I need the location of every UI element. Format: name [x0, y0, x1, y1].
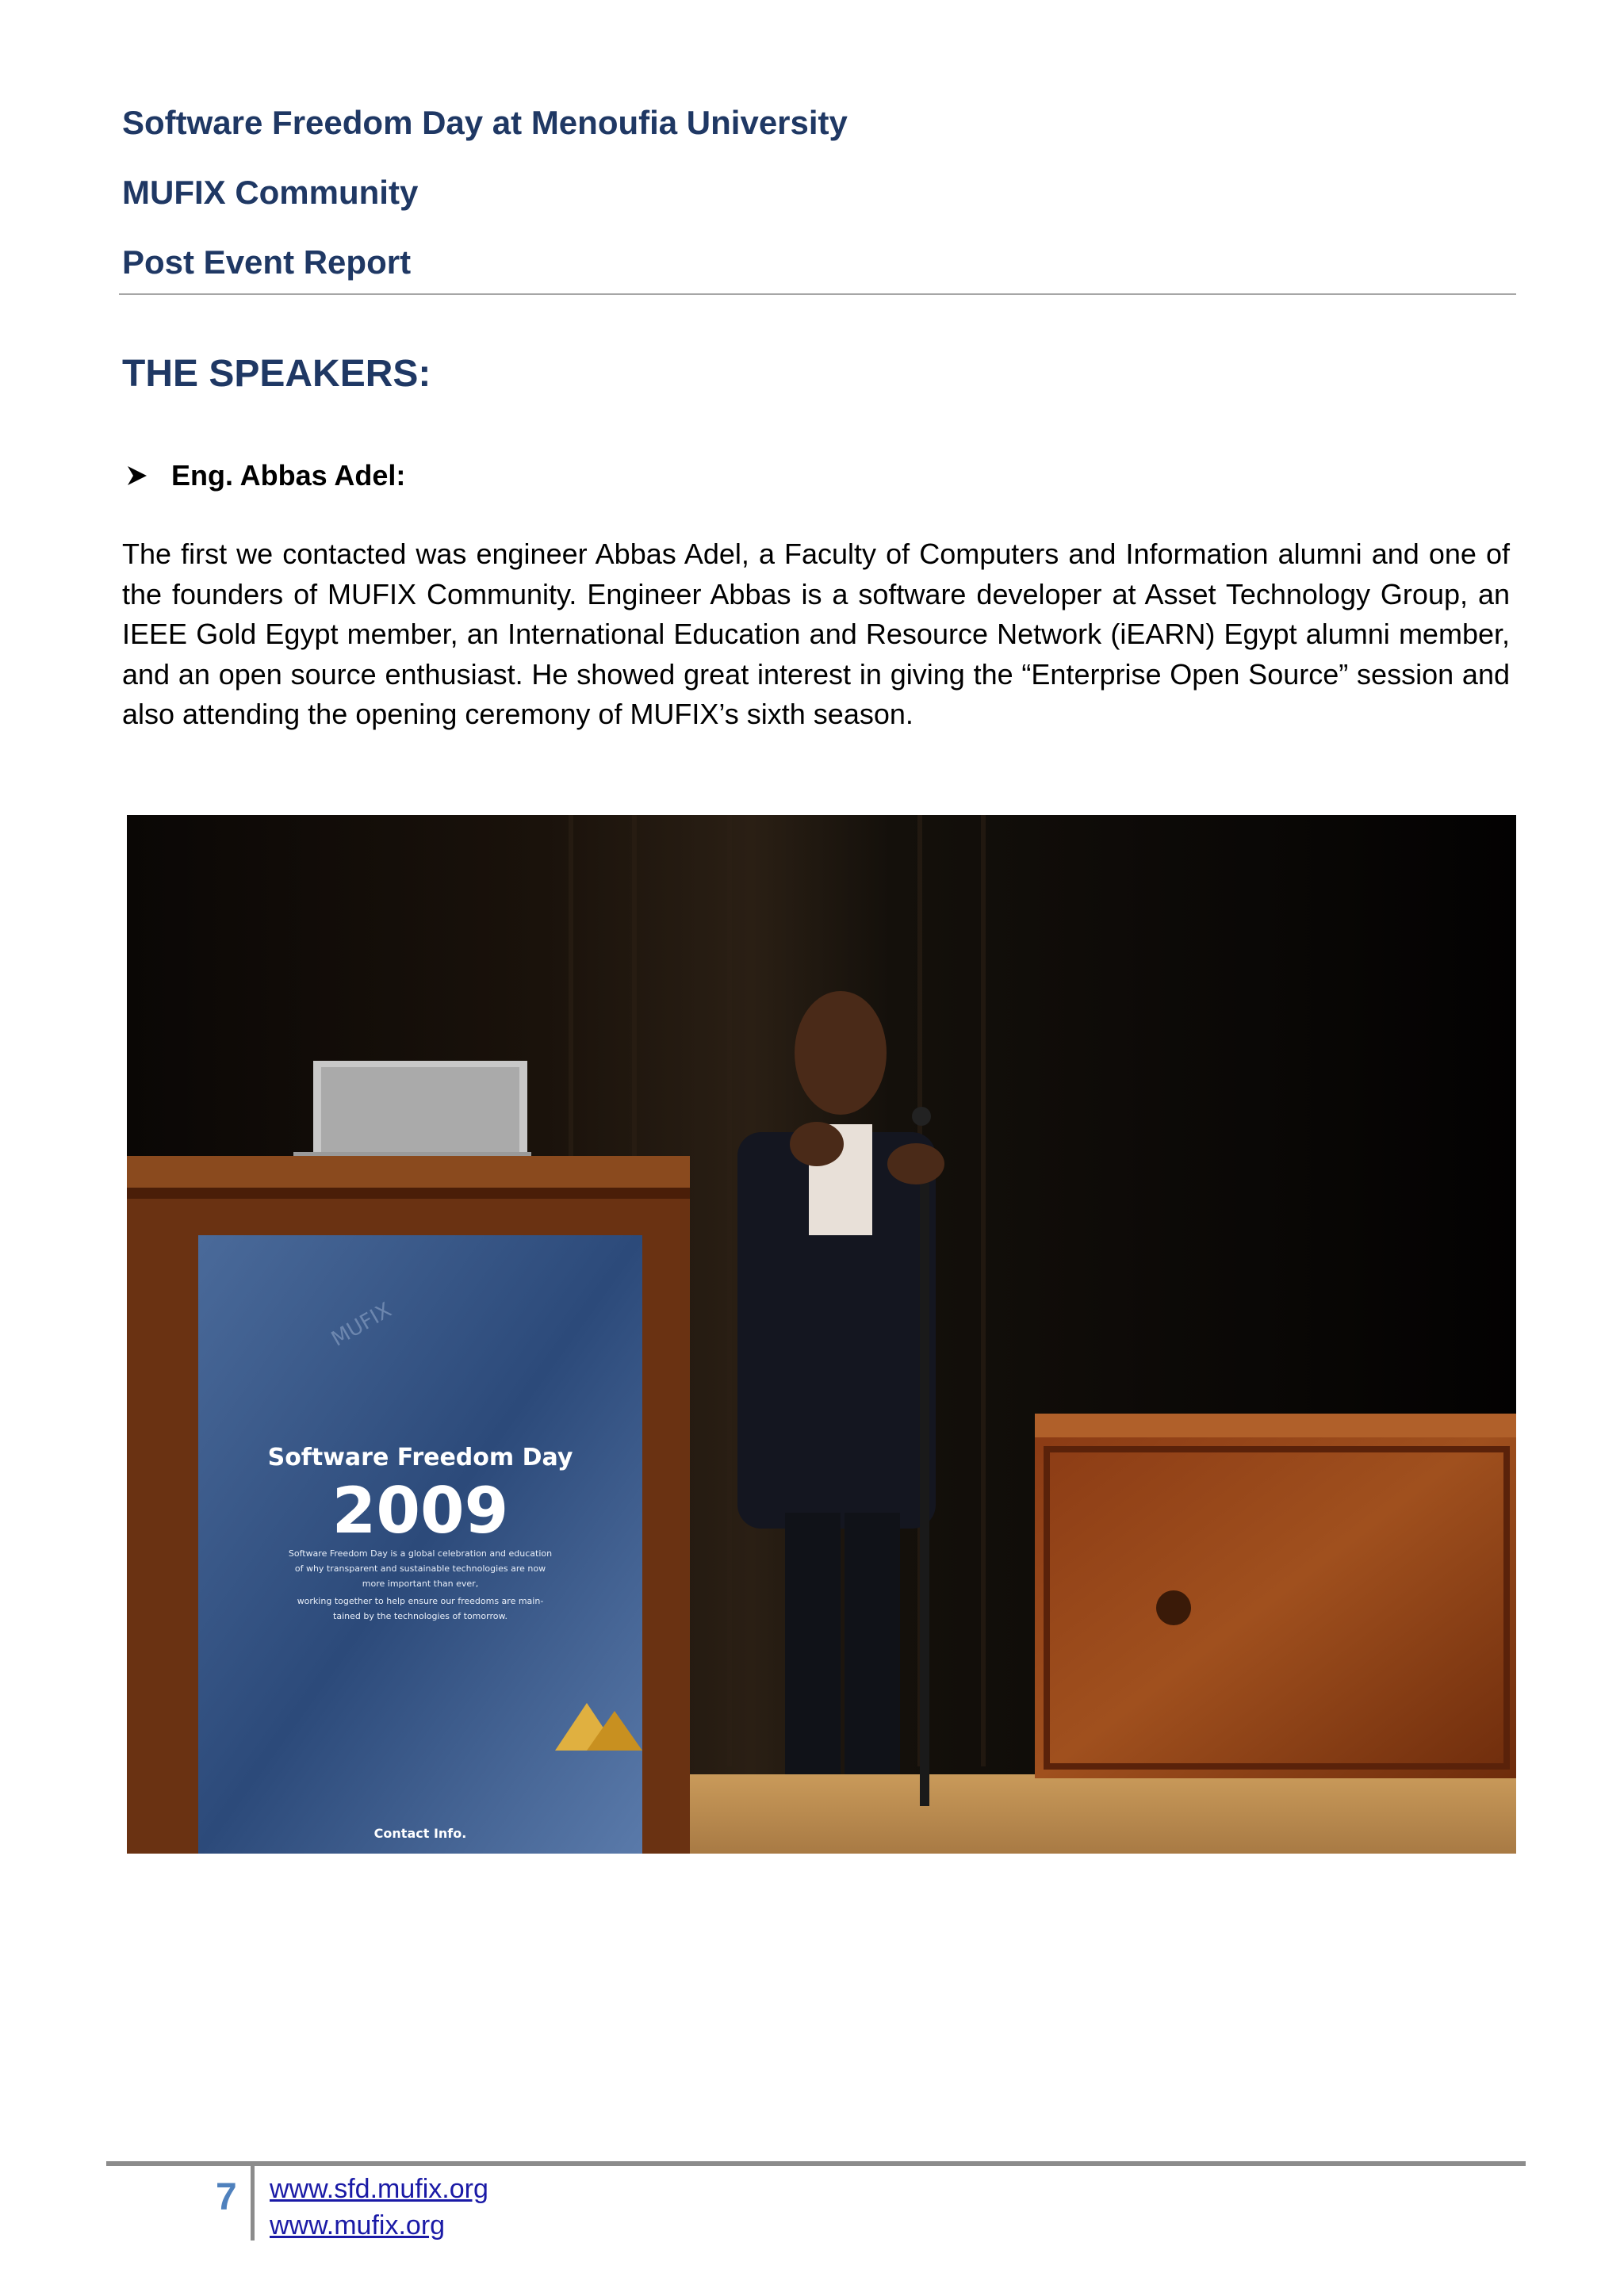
header-divider: [119, 293, 1516, 295]
banner-title: Software Freedom Day: [267, 1444, 573, 1471]
speaker-bio: The first we contacted was engineer Abbas Adel, a Faculty of Computers and Information alumni and one of the founders of MUFIX Community. Engineer Abbas is a software developer at Asset Technology Group, an IEEE Gold Egypt member, an International Education and Resource Network (iEARN) Egypt alumni member, and an open source enthusiast. He showed great interest in giving the “Enterprise Open Source” session and also attending the opening ceremony of MUFIX’s sixth season.: [122, 538, 1510, 731]
arrow-bullet-icon: [125, 464, 149, 488]
banner-line-2: of why transparent and sustainable technologies are now: [294, 1563, 546, 1574]
banner-line-1: Software Freedom Day is a global celebration and education: [288, 1548, 553, 1559]
section-heading: THE SPEAKERS:: [122, 353, 431, 395]
speaker-photo: [127, 815, 1516, 1854]
header-title: Software Freedom Day at Menoufia University: [122, 104, 848, 141]
footer-divider: [106, 2161, 1526, 2166]
footer-separator: [251, 2166, 255, 2241]
sfd-website-link[interactable]: www.sfd.mufix.org: [270, 2174, 488, 2204]
banner-watermark: MUFIX: [327, 1298, 396, 1352]
banner-contact: Contact Info.: [373, 1826, 467, 1841]
page-number: 7: [216, 2176, 237, 2218]
banner-line-3: more important than ever,: [362, 1578, 479, 1589]
banner-year: 2009: [331, 1474, 509, 1548]
banner-line-4: working together to help ensure our freedoms are main-: [297, 1596, 544, 1606]
header-community: MUFIX Community: [122, 174, 419, 211]
speaker-name: Eng. Abbas Adel:: [171, 459, 406, 492]
speaker-bullet: [125, 461, 405, 490]
banner-line-5: tained by the technologies of tomorrow.: [333, 1611, 508, 1621]
header-report-type: Post Event Report: [122, 243, 412, 281]
mufix-website-link[interactable]: www.mufix.org: [270, 2210, 446, 2241]
